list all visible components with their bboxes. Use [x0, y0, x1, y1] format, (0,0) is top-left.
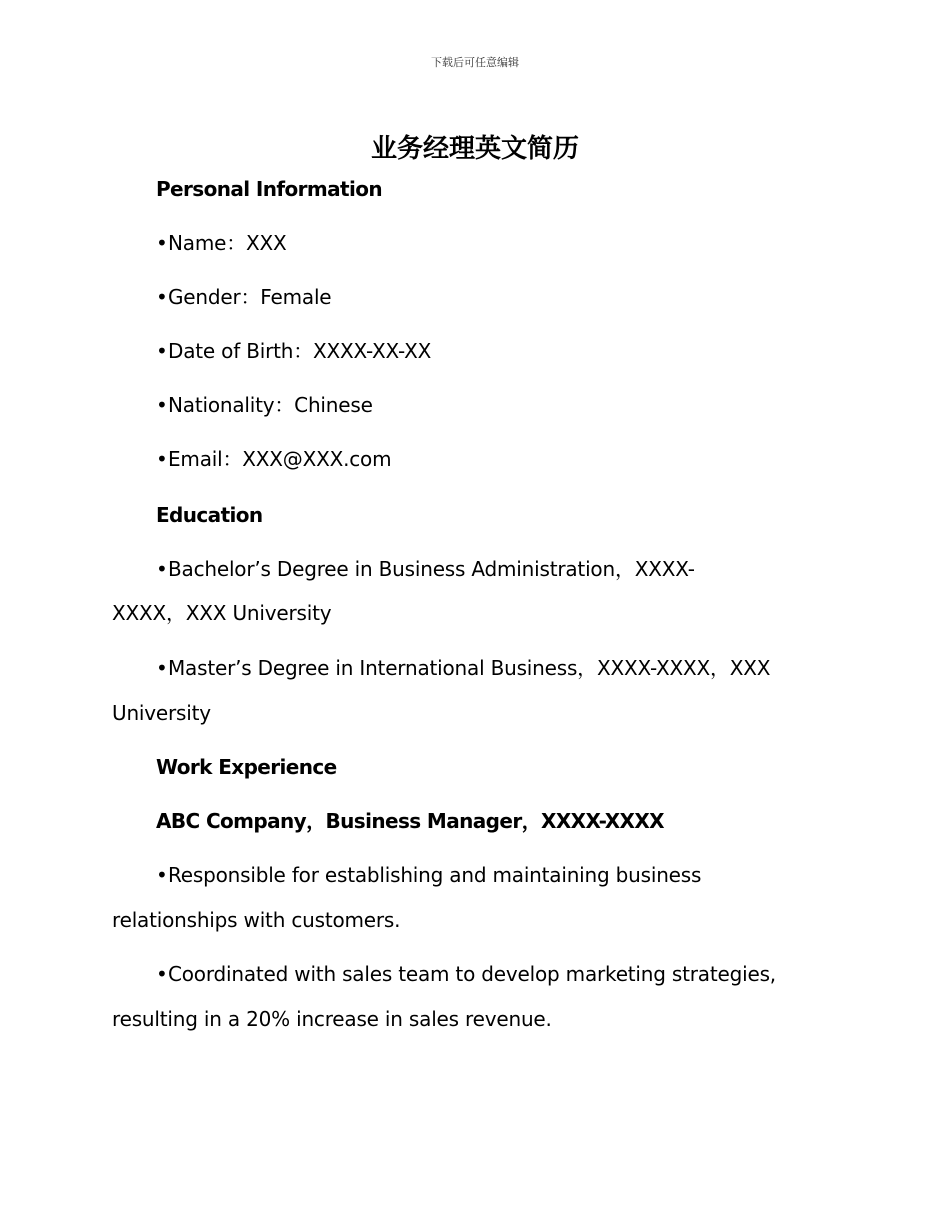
bullet-icon: •	[156, 962, 168, 986]
bullet-icon: •	[156, 285, 168, 309]
list-item-email	[156, 446, 876, 472]
bullet-icon: •	[156, 393, 168, 417]
duty-2-text-line1: Coordinated with sales team to develop marketing strategies,	[168, 962, 776, 986]
gender-text: Gender：Female	[168, 285, 332, 309]
page-header-watermark: 下载后可任意编辑	[431, 56, 519, 69]
bullet-icon: •	[156, 656, 168, 680]
section-heading-work-experience: Work Experience	[156, 755, 337, 779]
email-text: Email：XXX@XXX.com	[168, 447, 392, 471]
list-item-date-of-birth	[156, 338, 876, 364]
bullet-icon: •	[156, 447, 168, 471]
list-item-master	[156, 655, 876, 681]
duty-1-text-line1: Responsible for establishing and maintaining business	[168, 863, 702, 887]
list-item-nationality	[156, 392, 876, 418]
bullet-icon: •	[156, 557, 168, 581]
master-text-line1: Master’s Degree in International Business，XXXX-XXXX，XXX	[168, 656, 771, 680]
list-item-bachelor	[156, 556, 876, 582]
bullet-icon: •	[156, 339, 168, 363]
document-title: 业务经理英文简历	[370, 134, 579, 164]
section-heading-personal-information: Personal Information	[156, 177, 382, 201]
job-title: ABC Company，Business Manager，XXXX-XXXX	[156, 809, 665, 833]
bullet-icon: •	[156, 231, 168, 255]
master-text-line2: University	[112, 701, 211, 725]
name-text: Name：XXX	[168, 231, 287, 255]
duty-1-text-line2: relationships with customers.	[112, 908, 401, 932]
section-heading-education: Education	[156, 503, 263, 527]
duty-2-text-line2: resulting in a 20% increase in sales revenue.	[112, 1007, 552, 1031]
nationality-text: Nationality：Chinese	[168, 393, 373, 417]
list-item-duty-2	[156, 961, 876, 987]
bachelor-text-line2: XXXX，XXX University	[112, 601, 332, 625]
list-item-gender	[156, 284, 876, 310]
bullet-icon: •	[156, 863, 168, 887]
bachelor-text-line1: Bachelor’s Degree in Business Administration，XXXX-	[168, 557, 695, 581]
list-item-duty-1	[156, 862, 876, 888]
list-item-name	[156, 230, 876, 256]
dob-text: Date of Birth：XXXX-XX-XX	[168, 339, 432, 363]
